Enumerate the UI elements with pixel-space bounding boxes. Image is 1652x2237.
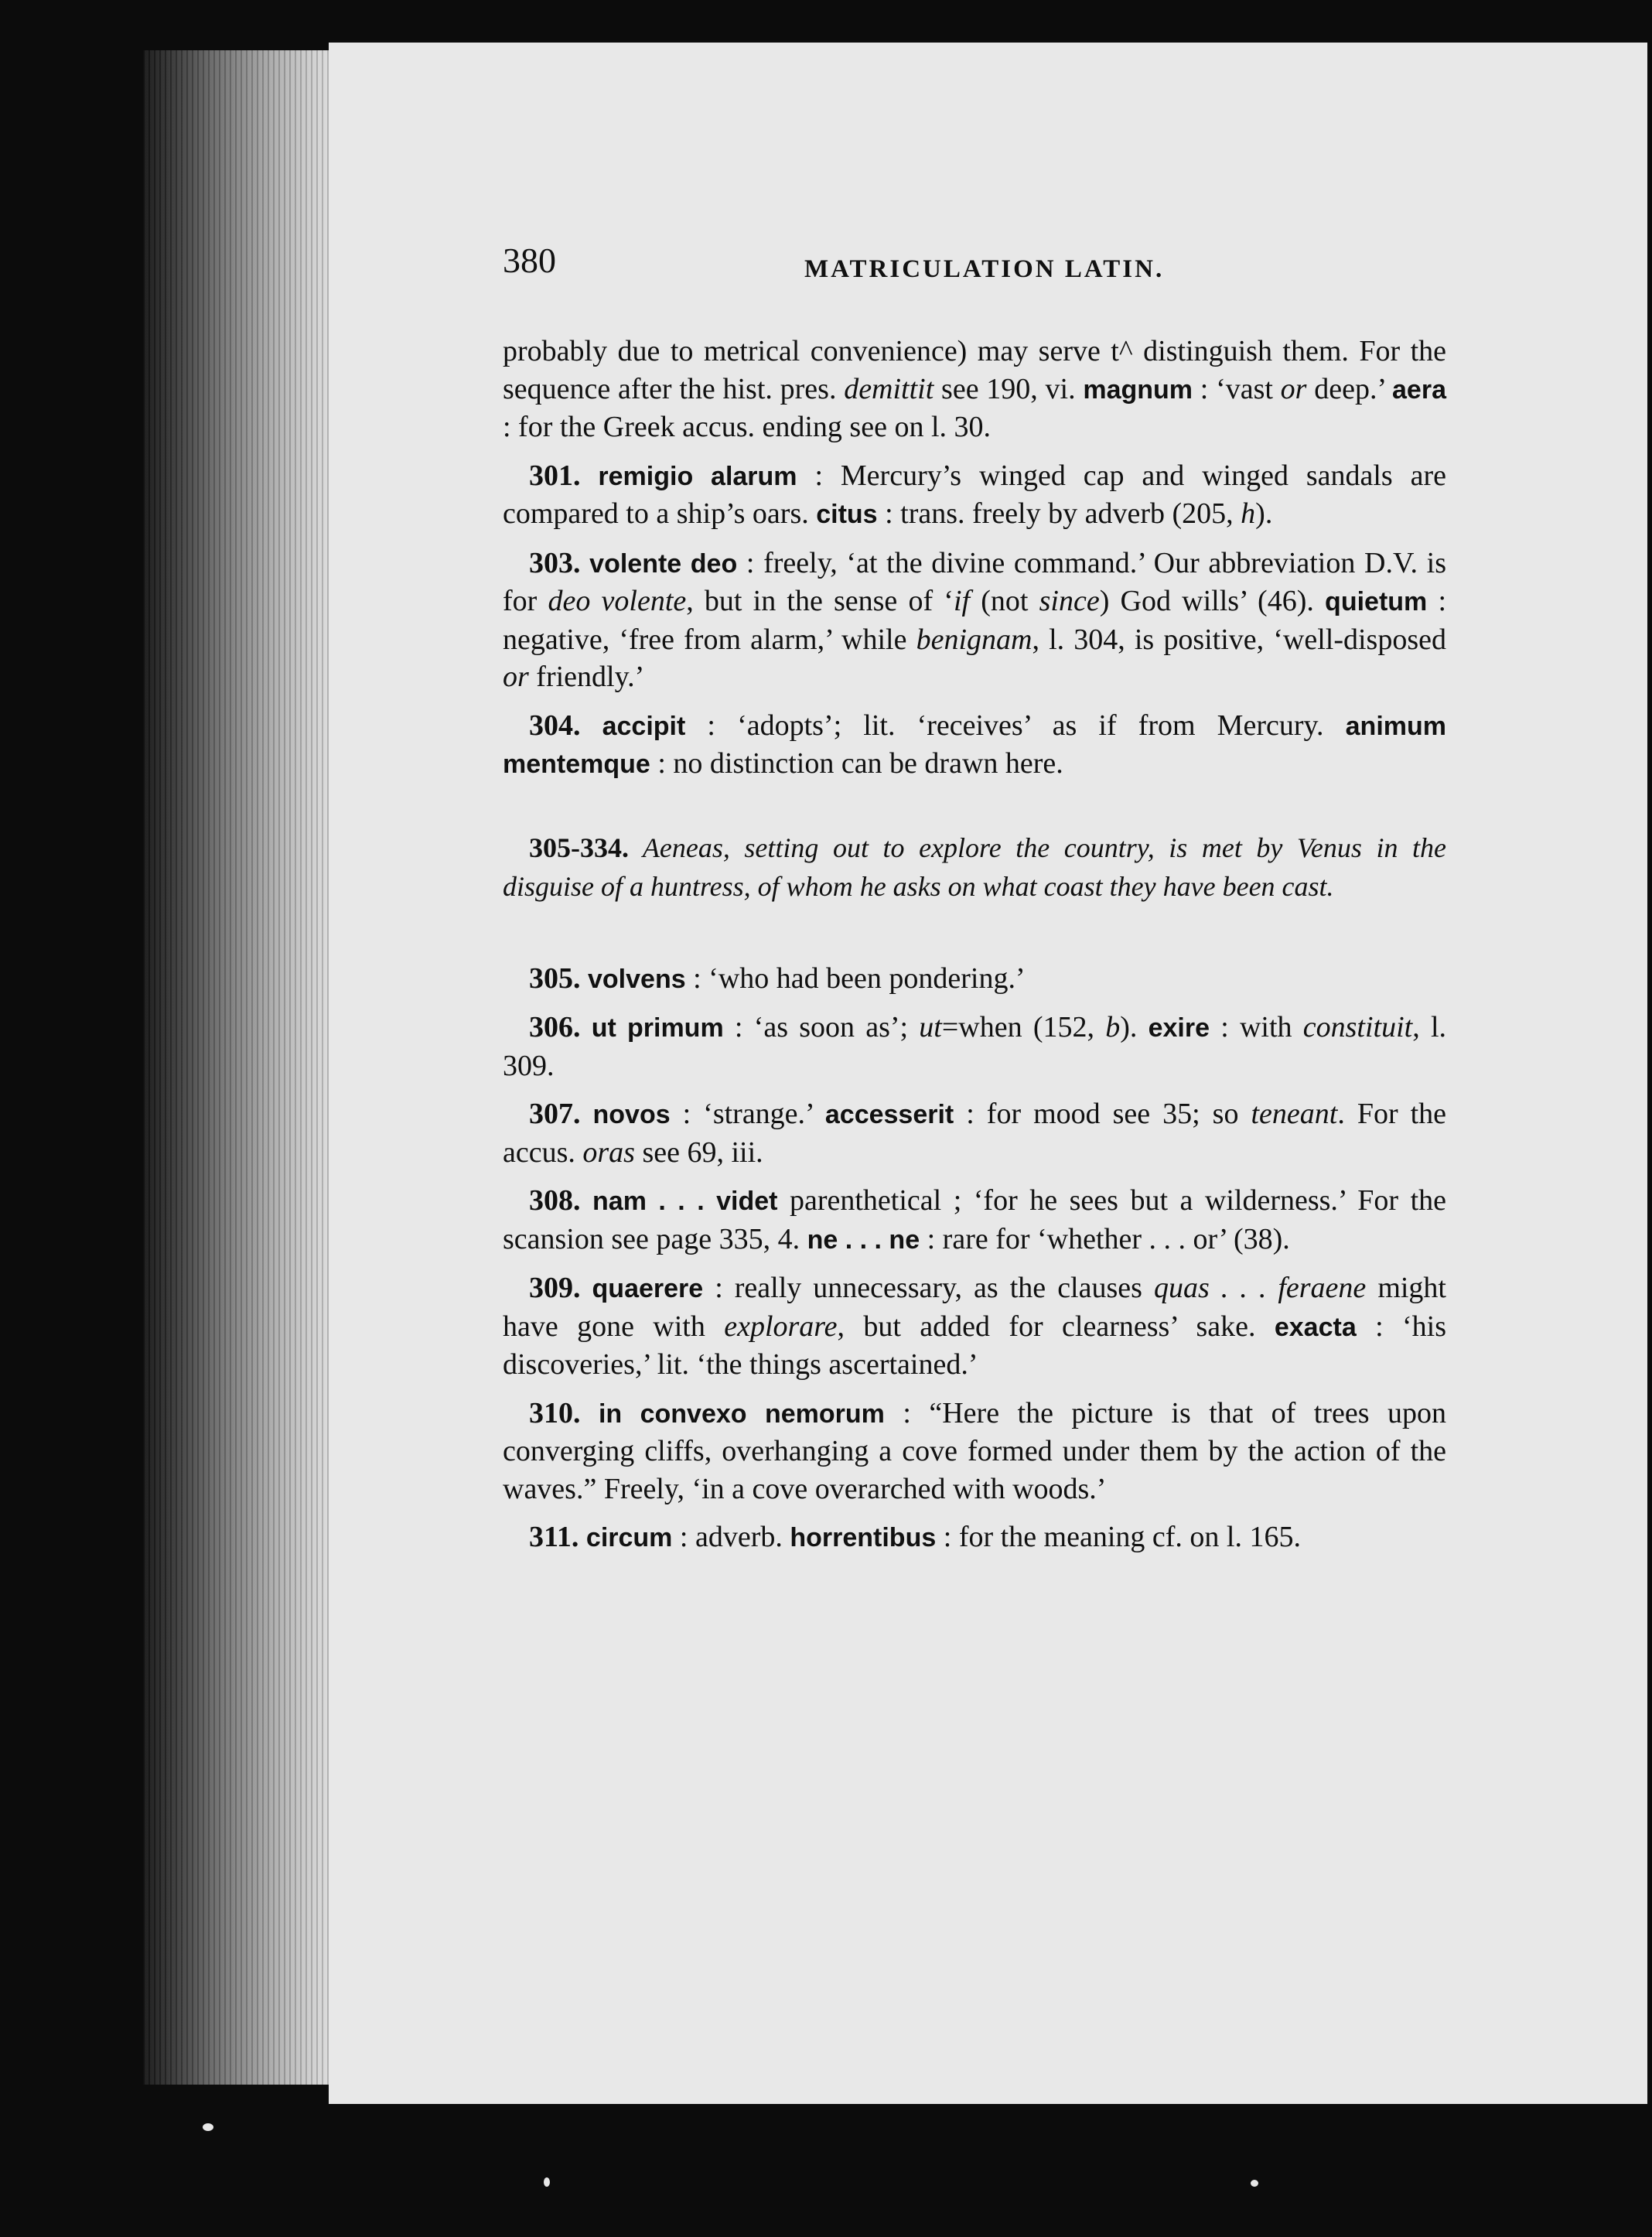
text-run: (not bbox=[970, 585, 1039, 617]
text-run bbox=[581, 459, 599, 492]
italic-text: teneant bbox=[1251, 1098, 1338, 1130]
note-number: 307. bbox=[529, 1098, 581, 1130]
text-run: deep.’ bbox=[1306, 372, 1393, 405]
note-paragraph bbox=[503, 1518, 1446, 1557]
text-run bbox=[581, 1011, 592, 1043]
note-paragraph bbox=[503, 333, 1446, 446]
text-run: : ‘who had been pondering.’ bbox=[685, 961, 1026, 995]
book-page-edges bbox=[143, 50, 348, 2085]
text-run: : trans. freely by adverb (205, bbox=[877, 497, 1241, 530]
italic-text: benignam bbox=[916, 623, 1032, 656]
lemma: aera bbox=[1392, 374, 1446, 405]
lemma: accesserit bbox=[824, 1100, 954, 1129]
dust-speck bbox=[203, 2123, 213, 2131]
italic-text: since bbox=[1039, 585, 1100, 617]
section-range: 305-334. bbox=[529, 832, 629, 863]
section-heading bbox=[503, 828, 1446, 906]
lemma: animum mentemque bbox=[503, 711, 1446, 779]
page-content bbox=[503, 240, 1446, 1568]
note-paragraph bbox=[503, 1009, 1446, 1084]
commentary-text bbox=[503, 333, 1446, 1557]
text-run: : ‘vast bbox=[1193, 372, 1281, 405]
text-run: parenthetical ; ‘for he sees but a wilderness.’ For the scansion see page 335, 4. bbox=[503, 1184, 1447, 1255]
note-number: 303. bbox=[529, 546, 581, 579]
text-run: : ‘as soon as’; bbox=[723, 1011, 920, 1043]
note-paragraph bbox=[503, 1182, 1446, 1259]
text-run bbox=[581, 1098, 593, 1130]
note-paragraph bbox=[503, 960, 1446, 999]
note-paragraph bbox=[503, 545, 1446, 696]
italic-text: if bbox=[953, 585, 971, 617]
lemma: volente deo bbox=[589, 548, 738, 579]
text-run: : for the Greek accus. ending see on l. 30. bbox=[503, 411, 992, 443]
italic-text: deo volente bbox=[548, 585, 687, 617]
lemma: quietum bbox=[1325, 587, 1428, 616]
lemma: novos bbox=[592, 1100, 671, 1129]
text-run: friendly.’ bbox=[528, 661, 645, 693]
text-run: : no distinction can be drawn here. bbox=[650, 747, 1063, 780]
text-run: : for mood see 35; so bbox=[954, 1098, 1251, 1130]
text-run bbox=[579, 1521, 586, 1553]
italic-text: or bbox=[503, 661, 529, 693]
text-run: Aeneas, setting out to explore the country, is met by Venus in the disguise of a huntress, of whom he asks on what coast they have been cast. bbox=[503, 832, 1446, 902]
text-run bbox=[581, 547, 590, 579]
text-run: =when (152, bbox=[941, 1011, 1106, 1043]
text-run: ) God wills’ (46). bbox=[1099, 585, 1326, 617]
text-run: might have gone with bbox=[503, 1272, 1446, 1343]
text-run: : ‘strange.’ bbox=[670, 1098, 825, 1130]
lemma: citus bbox=[816, 500, 878, 529]
text-run: : with bbox=[1209, 1011, 1303, 1043]
lemma: exacta bbox=[1274, 1312, 1357, 1342]
text-run: , l. 309. bbox=[503, 1011, 1446, 1082]
lemma: volvens bbox=[588, 964, 686, 994]
text-run: : freely, ‘at the divine command.’ Our abbreviation D.V. is for bbox=[503, 546, 1446, 617]
text-run bbox=[581, 1184, 593, 1217]
lemma: magnum bbox=[1083, 374, 1193, 405]
text-run bbox=[581, 1272, 592, 1304]
text-run: . For the accus. bbox=[503, 1098, 1447, 1169]
text-run: see 69, iii. bbox=[634, 1136, 763, 1169]
lemma: accipit bbox=[602, 711, 686, 741]
text-run: probably due to metrical convenience) may serve t^ distinguish them. For the sequence after the hist. pres. bbox=[503, 335, 1446, 405]
page-number: 380 bbox=[503, 241, 556, 280]
lemma: horrentibus bbox=[790, 1523, 937, 1552]
text-run: : really unnecessary, as the clauses bbox=[703, 1272, 1154, 1304]
note-number: 309. bbox=[529, 1272, 581, 1304]
note-paragraph bbox=[503, 1095, 1446, 1171]
text-run: : Mercury’s winged cap and winged sandals are compared to a ship’s oars. bbox=[503, 459, 1447, 530]
text-run: : negative, ‘free from alarm,’ while bbox=[503, 585, 1446, 656]
note-number: 308. bbox=[529, 1184, 581, 1217]
dust-speck bbox=[1251, 2180, 1258, 2187]
italic-text: b bbox=[1105, 1011, 1121, 1043]
lemma: exire bbox=[1148, 1013, 1210, 1043]
note-number: 310. bbox=[529, 1396, 581, 1429]
lemma: in convexo nemorum bbox=[598, 1399, 885, 1429]
text-run bbox=[581, 962, 589, 995]
note-number: 306. bbox=[529, 1011, 581, 1043]
text-run bbox=[581, 1397, 599, 1429]
text-run: : ‘his discoveries,’ lit. ‘the things ascertained.’ bbox=[503, 1310, 1446, 1381]
text-run: , but in the sense of ‘ bbox=[686, 585, 954, 617]
running-title: MATRICULATION LATIN. bbox=[804, 255, 1165, 283]
italic-text: oras bbox=[582, 1136, 635, 1169]
lemma: nam . . . videt bbox=[592, 1187, 778, 1216]
lemma: circum bbox=[585, 1523, 673, 1552]
italic-text: constituit bbox=[1302, 1011, 1413, 1043]
note-number: 301. bbox=[529, 459, 581, 492]
text-run: : “Here the picture is that of trees upon converging cliffs, overhanging a cove formed under them by the action of the waves.” Freely, ‘in a cove overarched with woods.’ bbox=[503, 1396, 1446, 1505]
text-run: ). bbox=[1120, 1011, 1149, 1043]
note-number: 311. bbox=[529, 1521, 579, 1553]
italic-text: h bbox=[1241, 497, 1256, 530]
text-run: : adverb. bbox=[672, 1521, 790, 1553]
text-run bbox=[581, 709, 602, 742]
italic-text: quas . . . feraene bbox=[1153, 1272, 1367, 1304]
note-number: 305. bbox=[529, 961, 581, 995]
note-number: 304. bbox=[529, 709, 581, 742]
lemma: quaerere bbox=[592, 1274, 704, 1303]
lemma: ne . . . ne bbox=[807, 1224, 920, 1255]
note-paragraph bbox=[503, 1395, 1446, 1508]
italic-text: demittit bbox=[844, 372, 934, 405]
note-paragraph bbox=[503, 1269, 1446, 1384]
note-paragraph bbox=[503, 457, 1446, 534]
text-run: : rare for ‘whether . . . or’ (38). bbox=[920, 1222, 1290, 1255]
text-run: , but added for clearness’ sake. bbox=[837, 1310, 1275, 1343]
lemma: remigio alarum bbox=[598, 461, 797, 491]
text-run: see 190, vi. bbox=[934, 372, 1084, 405]
text-run: ). bbox=[1255, 497, 1273, 530]
lemma: ut primum bbox=[591, 1013, 724, 1043]
note-paragraph bbox=[503, 707, 1446, 784]
italic-text: explorare bbox=[724, 1310, 838, 1343]
italic-text: ut bbox=[919, 1011, 942, 1043]
text-run: , l. 304, is positive, ‘well-disposed bbox=[1032, 623, 1446, 656]
dust-speck bbox=[544, 2177, 550, 2187]
italic-text: or bbox=[1280, 372, 1307, 405]
text-run: : ‘adopts’; lit. ‘receives’ as if from Mercury. bbox=[685, 709, 1346, 742]
text-run: : for the meaning cf. on l. 165. bbox=[936, 1521, 1301, 1553]
page-header bbox=[503, 240, 1446, 333]
